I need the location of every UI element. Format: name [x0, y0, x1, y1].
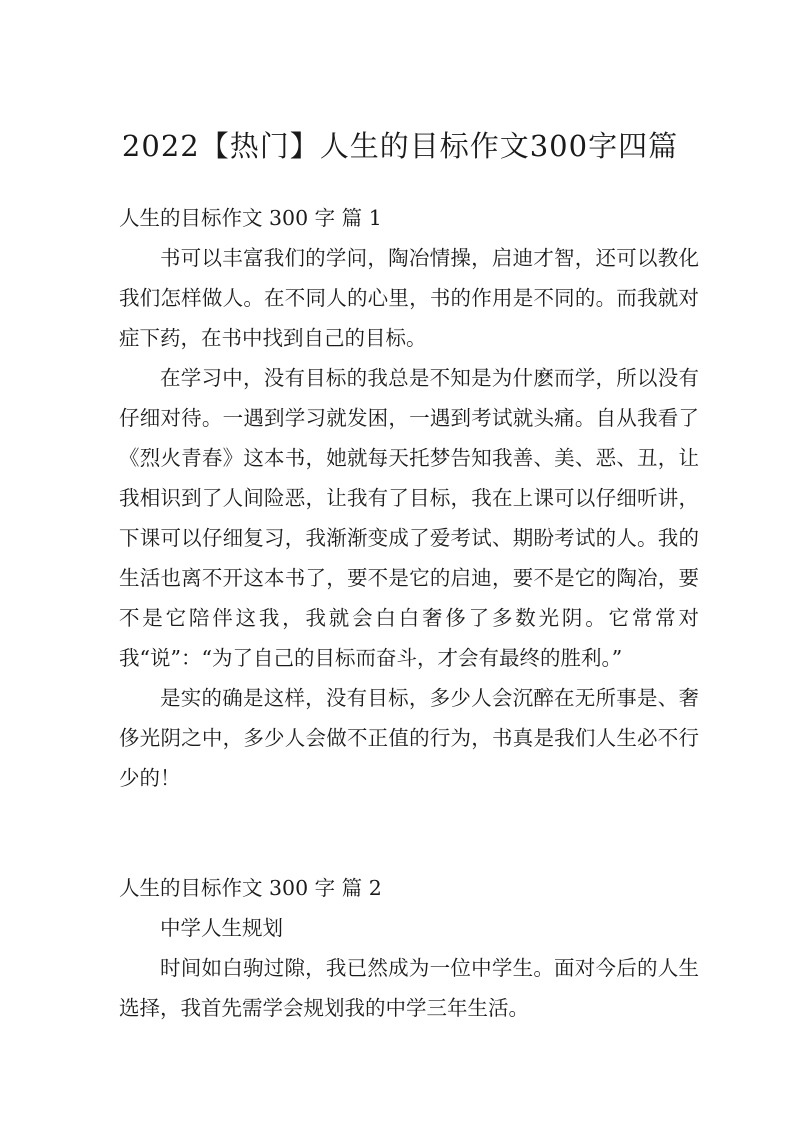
section-1-paragraph-3: 是实的确是这样，没有目标，多少人会沉醉在无所事是、奢侈光阴之中，多少人会做不正值的行为，书真是我们人生必不行少的！: [119, 686, 699, 790]
document-title: 2022【热门】人生的目标作文300字四篇: [121, 129, 679, 163]
section-2: [119, 868, 699, 1028]
section-1-heading: 人生的目标作文 300 字 篇 1: [119, 206, 382, 230]
section-2-heading: 人生的目标作文 300 字 篇 2: [119, 876, 382, 900]
section-2-subtitle: 中学人生规划: [160, 916, 283, 940]
section-1-paragraph-1: 书可以丰富我们的学问，陶冶情操，启迪才智，还可以教化我们怎样做人。在不同人的心里，书的作用是不同的。而我就对症下药，在书中找到自己的目标。: [119, 246, 699, 350]
section-2-paragraph-1: 时间如白驹过隙，我已然成为一位中学生。面对今后的人生选择，我首先需学会规划我的中学三年生活。: [119, 956, 699, 1020]
section-1-paragraph-2: 在学习中，没有目标的我总是不知是为什麽而学，所以没有仔细对待。一遇到学习就发困，一遇到考试就头痛。自从我看了《烈火青春》这本书，她就每天托梦告知我善、美、恶、丑，让我相识到了人间险恶，让我有了目标，我在上课可以仔细听讲，下课可以仔细复习，我渐渐变成了爱考试、期盼考试的人。我的生活也离不开这本书了，要不是它的启迪，要不是它的陶冶，要不是它陪伴这我，我就会白白奢侈了多数光阴。它常常对我“说”：“为了自己的目标而奋斗，才会有最终的胜利。”: [119, 366, 699, 670]
section-1: [119, 198, 699, 798]
